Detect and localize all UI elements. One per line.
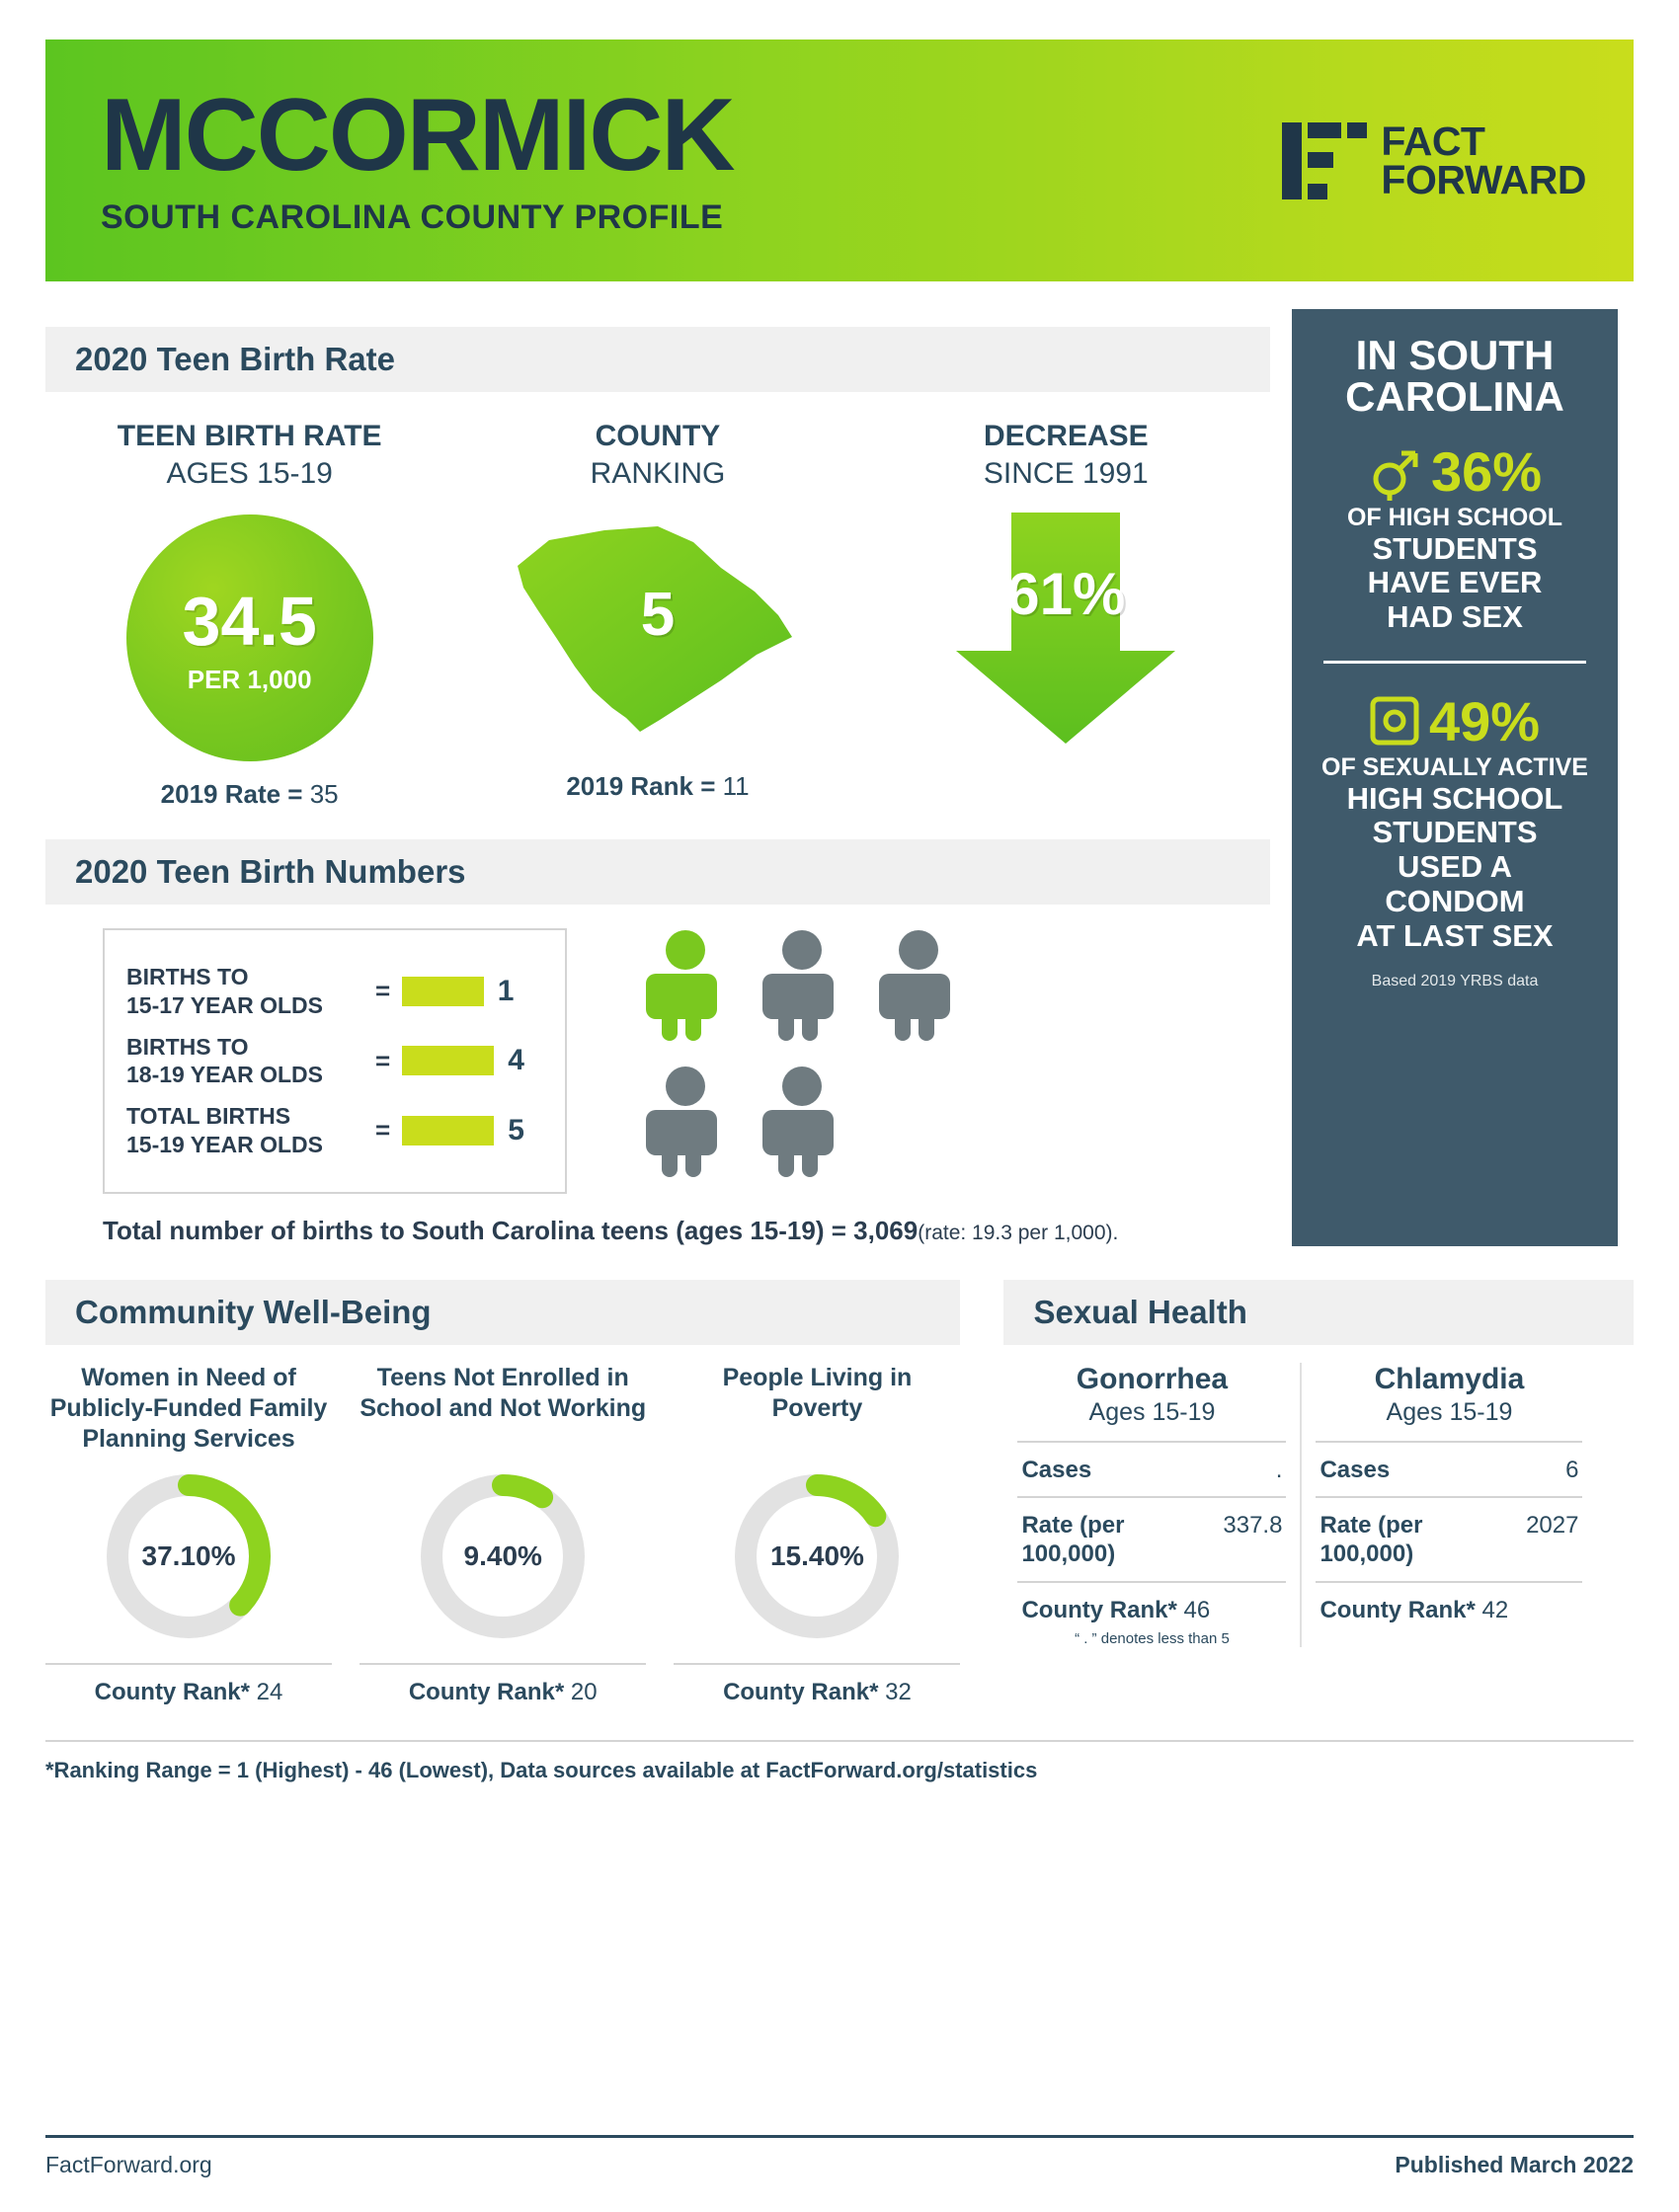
row-label: BIRTHS TO 15-17 YEAR OLDS: [126, 964, 323, 1018]
sidebar-condom-line1: OF SEXUALLY ACTIVE: [1321, 752, 1588, 781]
sidebar-stat-sex: [1314, 439, 1596, 504]
row-label: TOTAL BIRTHS 15-19 YEAR OLDS: [126, 1103, 323, 1157]
page-title: MCCORMICK: [101, 78, 734, 193]
sh-ages: Ages 15-19: [1386, 1397, 1513, 1426]
footer-site[interactable]: FactForward.org: [45, 2152, 212, 2177]
header-titles: [101, 78, 734, 237]
sh-rate-value: 337.8: [1223, 1512, 1283, 1540]
sidebar-pct-condom: 49%: [1428, 689, 1541, 752]
donut-value: 37.10%: [141, 1540, 236, 1571]
sidebar-condom-line5: CONDOM: [1385, 883, 1525, 918]
logo-text: FACT FORWARD: [1381, 118, 1586, 202]
sidebar-sex-line4: HAD SEX: [1387, 599, 1523, 635]
county-rank: County Rank* 20: [360, 1663, 646, 1706]
gender-symbol-icon: [1368, 443, 1421, 501]
donut-teens-not-enrolled: [360, 1363, 646, 1706]
baby-icon: [636, 1065, 735, 1181]
down-arrow-icon: [942, 503, 1189, 750]
sidebar-source-note: Based 2019 YRBS data: [1371, 973, 1539, 990]
section-header-community: Community Well-Being: [45, 1280, 960, 1345]
birth-rate-stats: [45, 418, 1270, 810]
birth-rate-section: [45, 309, 1270, 1246]
equals-sign: =: [375, 1045, 391, 1075]
teen-birth-rate-unit: PER 1,000: [187, 664, 312, 694]
sidebar-sex-line2: STUDENTS: [1372, 530, 1538, 566]
row-bar: [402, 1046, 494, 1075]
sh-column-chlamydia: [1300, 1363, 1596, 1647]
sh-column-gonorrhea: [1003, 1363, 1300, 1647]
ranking-footnote: *Ranking Range = 1 (Highest) - 46 (Lowest), Data sources available at FactForward.org/statistics: [45, 1740, 1634, 1783]
sidebar-condom-line6: AT LAST SEX: [1356, 917, 1554, 953]
sh-cases-value: 6: [1565, 1456, 1579, 1483]
decrease-value: 61%: [1006, 561, 1126, 627]
teen-birth-rate-prior: 2019 Rate = 35: [160, 779, 339, 809]
donut-value: 15.40%: [769, 1540, 864, 1571]
sidebar-condom-line3: STUDENTS: [1372, 815, 1538, 850]
sidebar-title: IN SOUTH CAROLINA: [1345, 332, 1564, 420]
stat-title: TEEN BIRTH RATE AGES 15-19: [117, 420, 382, 490]
donut-chart: [728, 1467, 906, 1645]
south-carolina-sidebar: [1292, 309, 1618, 1246]
row-label: BIRTHS TO 18-19 YEAR OLDS: [126, 1033, 323, 1088]
sh-rank-row: County Rank* 46 “ . ” denotes less than 5: [1017, 1581, 1286, 1647]
table-row: [126, 1102, 543, 1159]
row-value: 5: [508, 1113, 524, 1146]
sidebar-condom-line4: USED A: [1398, 849, 1512, 885]
donut-title: Teens Not Enrolled in School and Not Working: [360, 1363, 647, 1422]
county-profile-page: [0, 40, 1679, 2212]
row-bar: [402, 977, 484, 1006]
donut-title: People Living in Poverty: [722, 1363, 913, 1422]
stat-title: COUNTY RANKING: [590, 420, 726, 490]
stat-teen-birth-rate: [87, 418, 413, 810]
donut-women-in-need: [45, 1363, 332, 1706]
sidebar-divider: [1323, 661, 1586, 664]
sidebar-stat-condom: [1314, 689, 1596, 753]
stat-county-ranking: [495, 418, 821, 810]
footer-published: Published March 2022: [1395, 2152, 1634, 2177]
county-rank: County Rank* 32: [674, 1663, 960, 1706]
sh-rate-row: [1017, 1496, 1286, 1581]
table-row: [126, 963, 543, 1020]
county-rank-prior: 2019 Rank = 11: [566, 771, 750, 801]
equals-sign: =: [375, 1115, 391, 1146]
donut-chart: [100, 1467, 278, 1645]
row-value: 4: [508, 1044, 524, 1077]
donut-chart: [414, 1467, 592, 1645]
sh-rate-row: [1316, 1496, 1582, 1581]
donut-people-in-poverty: [674, 1363, 960, 1706]
community-wellbeing-panel: [45, 1280, 960, 1706]
sidebar-condom-line2: HIGH SCHOOL: [1346, 780, 1563, 816]
table-row: [126, 1033, 543, 1090]
state-total-line: Total number of births to South Carolina teens (ages 15-19) = 3,069(rate: 19.3 per 1,000).: [103, 1215, 1119, 1245]
sh-cases-row: Cases 6: [1316, 1441, 1582, 1497]
top-row: [45, 309, 1634, 1246]
sh-cases-value: .: [1275, 1456, 1283, 1483]
section-header-birth-numbers: 2020 Teen Birth Numbers: [45, 839, 1270, 905]
section-header-birth-rate: 2020 Teen Birth Rate: [45, 327, 1270, 392]
row-bar: [402, 1116, 494, 1146]
stat-title: DECREASE SINCE 1991: [983, 420, 1149, 490]
south-carolina-map-icon: [510, 507, 806, 753]
page-subtitle: SOUTH CAROLINA COUNTY PROFILE: [101, 198, 724, 236]
sh-title: Chlamydia: [1374, 1362, 1525, 1395]
sexual-health-columns: [1003, 1363, 1634, 1647]
birth-numbers-content: [45, 928, 1270, 1194]
county-rank-value: 5: [640, 581, 676, 649]
donut-value: 9.40%: [463, 1540, 542, 1571]
community-donuts: [45, 1363, 960, 1706]
sh-rate-label: Rate (per 100,000): [1319, 1512, 1423, 1568]
baby-icon: [753, 1065, 851, 1181]
sh-rank-row: County Rank* 42: [1316, 1581, 1582, 1624]
logo-mark-icon: [1282, 122, 1367, 199]
stat-decrease-since-1991: [903, 418, 1229, 810]
baby-icon-group: [636, 928, 1011, 1194]
sh-rate-value: 2027: [1526, 1512, 1579, 1540]
teen-birth-rate-circle: [126, 514, 373, 761]
county-rank: County Rank* 24: [45, 1663, 332, 1706]
sh-cases-row: Cases .: [1017, 1441, 1286, 1497]
page-footer: [45, 2135, 1634, 2178]
lower-panels: [45, 1280, 1634, 1706]
donut-title: Women in Need of Publicly-Funded Family Planning Services: [49, 1363, 328, 1453]
condom-icon: [1370, 696, 1419, 746]
teen-birth-rate-value: 34.5: [182, 582, 317, 660]
sh-note: “ . ” denotes less than 5: [1075, 1629, 1230, 1647]
sh-title: Gonorrhea: [1076, 1362, 1229, 1395]
birth-numbers-table: [103, 928, 567, 1194]
fact-forward-logo: [1282, 118, 1586, 202]
sexual-health-panel: [1003, 1280, 1634, 1706]
sidebar-sex-line1: OF HIGH SCHOOL: [1346, 504, 1563, 531]
baby-icon: [869, 928, 968, 1045]
sh-rate-label: Rate (per 100,000): [1021, 1512, 1125, 1568]
sh-ages: Ages 15-19: [1088, 1397, 1216, 1426]
sidebar-sex-line3: HAVE EVER: [1367, 565, 1543, 600]
baby-icon: [636, 928, 735, 1045]
page-header: [45, 40, 1634, 281]
section-header-sexual-health: Sexual Health: [1003, 1280, 1634, 1345]
baby-icon: [753, 928, 851, 1045]
equals-sign: =: [375, 976, 391, 1006]
row-value: 1: [497, 974, 515, 1007]
sidebar-pct-sex: 36%: [1430, 440, 1543, 503]
